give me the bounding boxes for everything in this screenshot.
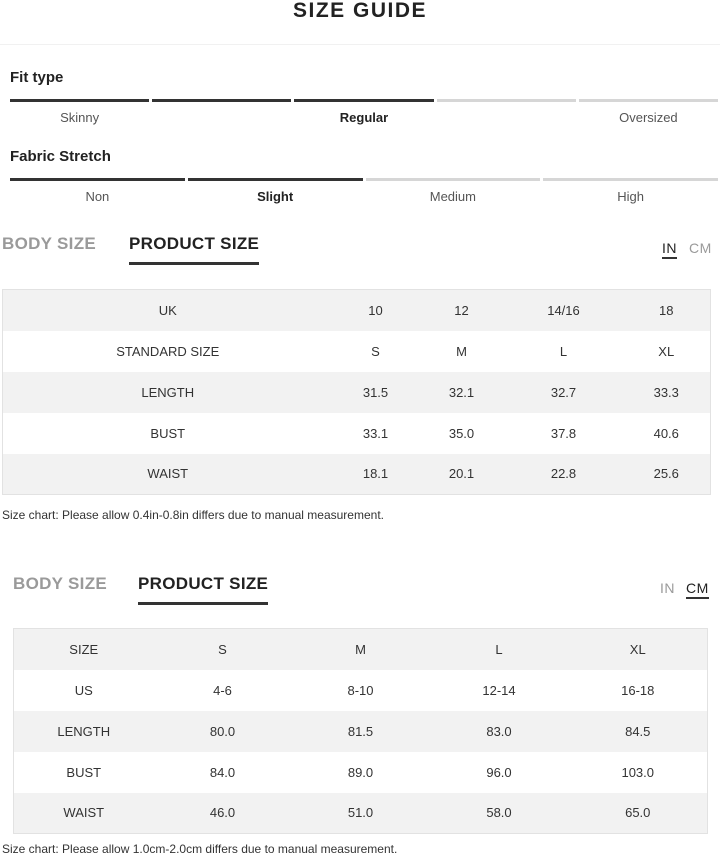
table-cell: 65.0 (569, 793, 708, 834)
size-table-cm (13, 628, 708, 834)
table-cell: 31.5 (333, 372, 419, 413)
tab-product-size-cm[interactable]: PRODUCT SIZE (138, 574, 268, 605)
table-cell: 81.5 (292, 711, 430, 752)
fit-type-segment-2 (152, 99, 291, 102)
fit-type-option-skinny: Skinny (60, 110, 100, 125)
table-cell: 33.3 (623, 372, 711, 413)
table-row (3, 454, 711, 495)
fabric-stretch-option-non: Non (85, 189, 110, 204)
fabric-stretch-options (10, 189, 718, 204)
tab-body-size-in[interactable]: BODY SIZE (2, 234, 97, 253)
table-cell: 12-14 (430, 670, 569, 711)
table-cell: 51.0 (292, 793, 430, 834)
fabric-stretch-option-high: High (617, 189, 644, 204)
tab-body-size-cm[interactable]: BODY SIZE (13, 574, 108, 593)
row-header-cell: STANDARD SIZE (3, 331, 333, 372)
fit-type-segment-5 (579, 99, 718, 102)
table-cell: 58.0 (430, 793, 569, 834)
table-cell: 33.1 (333, 413, 419, 454)
row-header-cell: LENGTH (14, 711, 154, 752)
table-cell: XL (569, 629, 708, 670)
fit-type-option-oversized: Oversized (619, 110, 678, 125)
fit-type-options (10, 110, 718, 125)
title-divider (0, 44, 720, 45)
table-row (3, 413, 711, 454)
table-cell: M (292, 629, 430, 670)
row-header-cell: LENGTH (3, 372, 333, 413)
tab-product-size-in[interactable]: PRODUCT SIZE (129, 234, 259, 265)
unit-cm-button-2[interactable]: CM (686, 580, 709, 599)
table-row (14, 711, 708, 752)
table-row (3, 331, 711, 372)
fabric-stretch-option-slight: Slight (257, 189, 294, 204)
table-cell: 80.0 (154, 711, 292, 752)
table-cell: 32.1 (419, 372, 505, 413)
table-cell: 12 (419, 290, 505, 331)
row-header-cell: WAIST (3, 454, 333, 495)
fit-type-option-blank-2 (437, 110, 576, 125)
unit-in-button-2[interactable]: IN (660, 580, 675, 596)
row-header-cell: US (14, 670, 154, 711)
size-table-inches (2, 289, 711, 495)
table-cell: XL (623, 331, 711, 372)
row-header-cell: BUST (14, 752, 154, 793)
fabric-stretch-segment-1 (10, 178, 185, 181)
table-row (14, 793, 708, 834)
fit-type-option-regular: Regular (339, 110, 389, 125)
fit-type-label: Fit type (10, 69, 64, 86)
fabric-stretch-option-medium: Medium (429, 189, 476, 204)
fit-type-segment-3 (294, 99, 433, 102)
table-cell: 18 (623, 290, 711, 331)
fabric-stretch-label: Fabric Stretch (10, 148, 111, 165)
fit-type-option-blank-1 (152, 110, 291, 125)
table-cell: 18.1 (333, 454, 419, 495)
page-title: SIZE GUIDE (292, 0, 428, 22)
table-cell: 84.5 (569, 711, 708, 752)
table-cell: 103.0 (569, 752, 708, 793)
table-row (14, 629, 708, 670)
row-header-cell: BUST (3, 413, 333, 454)
table-cell: 46.0 (154, 793, 292, 834)
table-cell: 22.8 (505, 454, 623, 495)
unit-cm-button[interactable]: CM (689, 240, 712, 256)
table-row (3, 290, 711, 331)
table-row (14, 752, 708, 793)
table-cell: 40.6 (623, 413, 711, 454)
row-header-cell: SIZE (14, 629, 154, 670)
table-cell: 35.0 (419, 413, 505, 454)
table-cell: 83.0 (430, 711, 569, 752)
table-cell: 32.7 (505, 372, 623, 413)
fabric-stretch-segment-4 (543, 178, 718, 181)
table-cell: 14/16 (505, 290, 623, 331)
fit-type-scale (10, 99, 718, 102)
fit-type-segment-4 (437, 99, 576, 102)
table-cell: L (505, 331, 623, 372)
row-header-cell: WAIST (14, 793, 154, 834)
table-cell: S (154, 629, 292, 670)
table-cell: 84.0 (154, 752, 292, 793)
fit-type-segment-1 (10, 99, 149, 102)
table-cell: 37.8 (505, 413, 623, 454)
fabric-stretch-segment-3 (366, 178, 541, 181)
unit-in-button[interactable]: IN (662, 240, 677, 259)
fabric-stretch-scale (10, 178, 718, 181)
table-cell: 25.6 (623, 454, 711, 495)
fabric-stretch-segment-2 (188, 178, 363, 181)
table-cell: 10 (333, 290, 419, 331)
table-row (14, 670, 708, 711)
size-note-cm: Size chart: Please allow 1.0cm-2.0cm differs due to manual measurement. (2, 842, 398, 856)
table-row (3, 372, 711, 413)
table-cell: 4-6 (154, 670, 292, 711)
table-cell: 89.0 (292, 752, 430, 793)
table-cell: 20.1 (419, 454, 505, 495)
size-note-inches: Size chart: Please allow 0.4in-0.8in differs due to manual measurement. (2, 508, 384, 522)
table-cell: M (419, 331, 505, 372)
table-cell: S (333, 331, 419, 372)
row-header-cell: UK (3, 290, 333, 331)
table-cell: L (430, 629, 569, 670)
table-cell: 16-18 (569, 670, 708, 711)
table-cell: 96.0 (430, 752, 569, 793)
table-cell: 8-10 (292, 670, 430, 711)
